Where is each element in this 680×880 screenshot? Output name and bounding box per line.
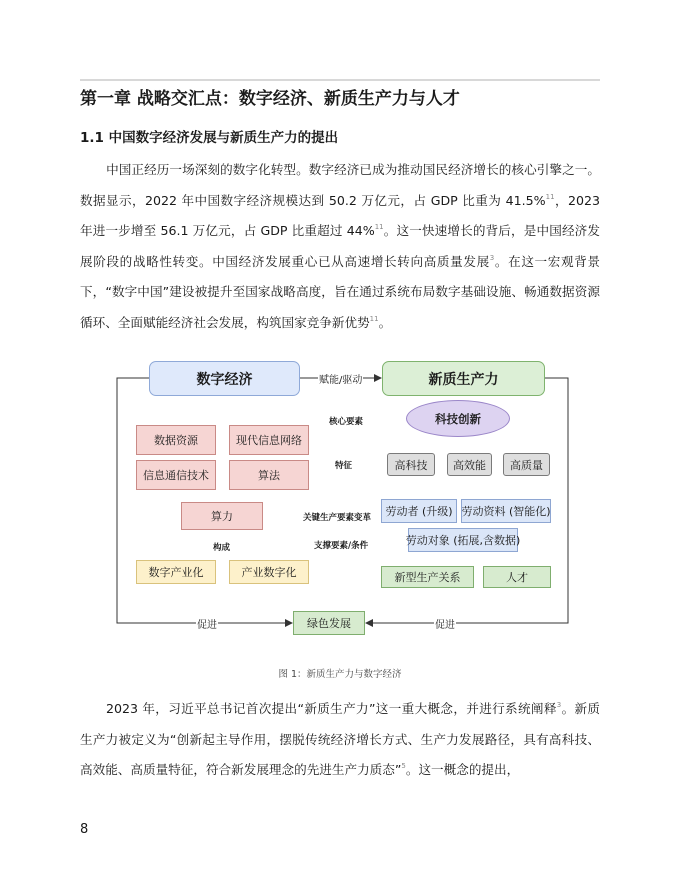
element-data-resources: 数据资源 <box>136 425 216 455</box>
chapter-title: 第一章 战略交汇点：数字经济、新质生产力与人才 <box>80 89 460 109</box>
factor-laborer: 劳动者 (升级) <box>381 499 457 523</box>
citation-ref[interactable]: 11 <box>369 314 379 323</box>
label-support-conditions: 支撑要素/条件 <box>314 541 369 551</box>
element-computing-power: 算力 <box>181 502 263 530</box>
paragraph-text: 。新质生产力被定义为“创新起主导作用，摆脱传统经济增长方式、生产力发展路径，具有高科技、高效能、高质量特征，符合新发展理念的先进生产力质态” <box>80 701 601 778</box>
label-composition: 构成 <box>213 543 231 553</box>
paragraph-text: 。 <box>378 314 392 330</box>
paragraph-text: 中国正经历一场深刻的数字化转型。数字经济已成为推动国民经济增长的核心引擎之一。数据显示，2022 年中国数字经济规模达到 50.2 万亿元，占 GDP 比重为 41.5% <box>80 162 600 208</box>
arrow-label-promote-left: 促进 <box>196 616 218 631</box>
paragraph-text: 。这一快速增长的背后，是中国经济发展阶段的战略性转变。中国经济发展重心已从高速增长转向高质量发展 <box>80 223 601 269</box>
arrow-label-promote-right: 促进 <box>434 616 456 631</box>
support-new-relations: 新型生产关系 <box>381 566 474 588</box>
feature-high-quality: 高质量 <box>503 453 550 476</box>
label-core-elements: 核心要素 <box>329 417 364 427</box>
body-paragraph-2 <box>80 694 600 786</box>
citation-ref[interactable]: 11 <box>545 192 555 201</box>
page-number: 8 <box>80 822 89 837</box>
arrow-label-empower: 赋能/驱动 <box>318 371 363 386</box>
citation-ref[interactable]: 3 <box>556 701 562 709</box>
feature-high-tech: 高科技 <box>387 453 435 476</box>
arrow-left-promote <box>117 378 292 623</box>
element-ict: 信息通信技术 <box>136 460 216 490</box>
label-key-factor-change: 关键生产要素变革 <box>303 513 372 523</box>
support-talent: 人才 <box>483 566 551 588</box>
element-info-network: 现代信息网络 <box>229 425 309 455</box>
paragraph-text: ，2023 年进一步增至 56.1 万亿元，占 GDP 比重超过 44% <box>80 192 600 239</box>
green-development-box: 绿色发展 <box>293 611 365 635</box>
label-features: 特征 <box>335 461 353 471</box>
digital-economy-header: 数字经济 <box>149 361 300 396</box>
new-productivity-header: 新质生产力 <box>382 361 545 396</box>
section-title: 1.1 中国数字经济发展与新质生产力的提出 <box>80 130 339 146</box>
citation-ref[interactable]: 3 <box>489 253 495 262</box>
citation-ref[interactable]: 5 <box>401 762 406 771</box>
composition-digital-industrialization: 数字产业化 <box>136 560 216 584</box>
tech-innovation-ellipse: 科技创新 <box>406 400 510 437</box>
top-divider <box>80 79 600 81</box>
body-paragraph-1 <box>80 155 600 339</box>
feature-high-efficiency: 高效能 <box>447 453 492 476</box>
factor-labor-objects: 劳动对象 (拓展,含数据) <box>408 528 518 552</box>
factor-labor-tools: 劳动资料 (智能化) <box>461 499 551 523</box>
paragraph-text: 。在这一宏观背景下，“数字中国”建设被提升至国家战略高度，旨在通过系统布局数字基础设施、畅通数据资源循环、全面赋能经济社会发展，构筑国家竞争新优势 <box>80 253 600 330</box>
composition-industrial-digitalization: 产业数字化 <box>229 560 309 584</box>
figure-caption: 图 1：新质生产力与数字经济 <box>278 669 402 680</box>
citation-ref[interactable]: 11 <box>374 223 384 232</box>
paragraph-text: 。这一概念的提出， <box>405 762 520 778</box>
element-algorithm: 算法 <box>229 460 309 490</box>
paragraph-text: 2023 年，习近平总书记首次提出“新质生产力”这一重大概念，并进行系统阐释 <box>106 701 557 716</box>
